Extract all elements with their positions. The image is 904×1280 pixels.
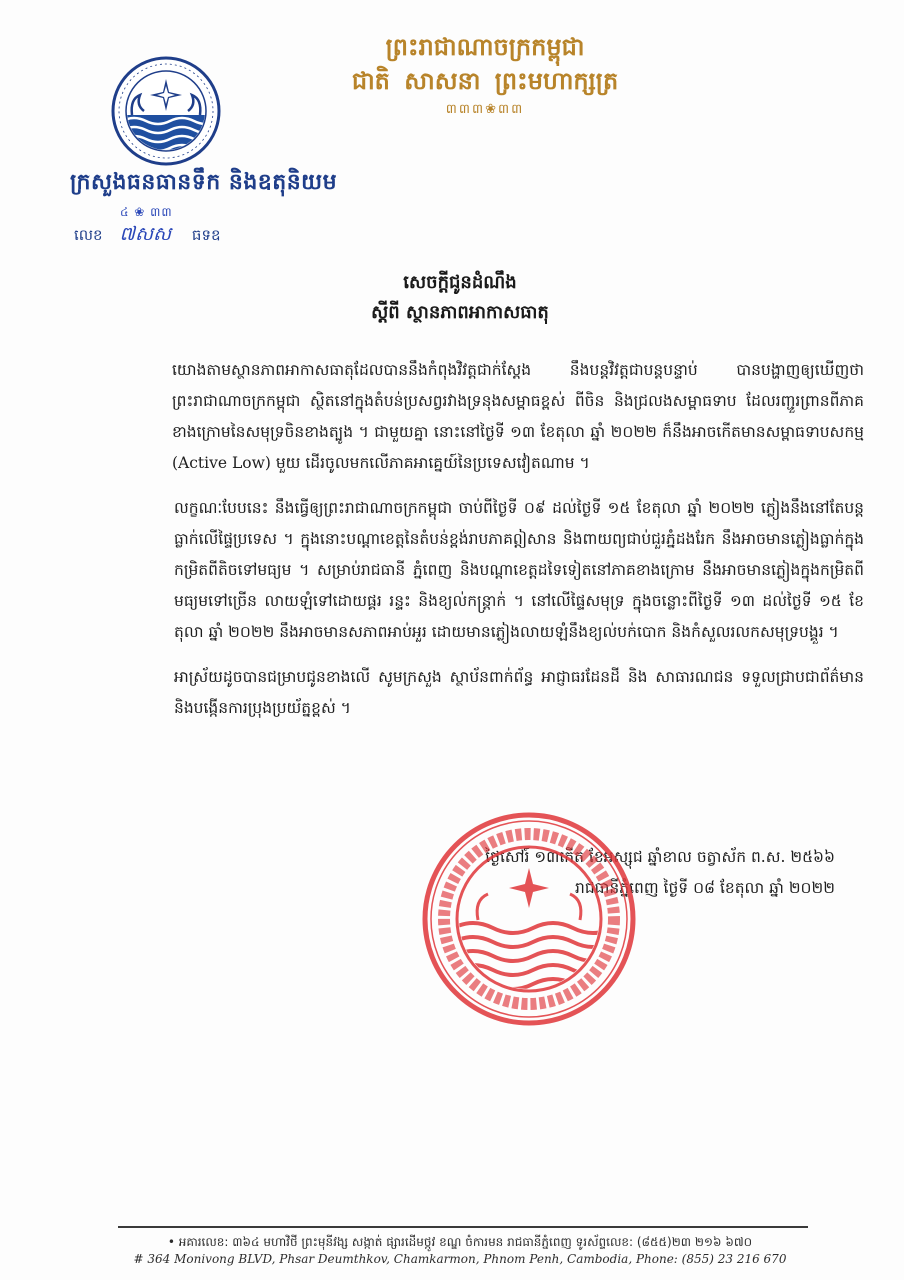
document-title: [300, 268, 620, 328]
reference-number: [74, 222, 221, 250]
paragraph-2: លក្ខណៈបែបនេះ នឹងធ្វើឲ្យព្រះរាជាណាចក្រកម្ពុជា ចាប់ពីថ្ងៃទី ០៩ ដល់ថ្ងៃទី ១៥ ខែតុលា ឆ្នាំ ២០២២ ភ្លៀងនឹងនៅតែបន្តធ្លាក់លើផ្ទៃប្រទេស ។ ក្នុងនោះបណ្តាខេត្តនៃតំបន់ខ្ពង់រាបភាគឦសាន និងពាយព្យជាប់ជួរភ្នំដងរែក នឹងអាចមានភ្លៀងធ្លាក់ក្នុងកម្រិតពីតិចទៅមធ្យម ។ សម្រាប់រាជធានី ភ្នំពេញ និងបណ្តាខេត្តដទៃទៀតនៅភាគខាងក្រោម នឹងអាចមានភ្លៀងក្នុងកម្រិតពីមធ្យមទៅច្រើន លាយឡំទៅដោយផ្គរ រន្ទះ និងខ្យល់កន្ត្រាក់ ។ នៅលើផ្ទៃសមុទ្រ ក្នុងចន្លោះពីថ្ងៃទី ១៣ ដល់ថ្ងៃទី ១៥ ខែតុលា ឆ្នាំ ២០២២ នឹងអាចមានសភាពអាប់អួរ ដោយមានភ្លៀងលាយឡំនឹងខ្យល់បក់បោក និងកំសួលរលកសមុទ្របង្គួរ ។: [174, 499, 864, 641]
official-seal-stamp: [418, 808, 640, 1030]
title-line-2: ស្តីពី ស្ថានភាពអាកាសធាតុ: [371, 302, 549, 323]
ornament-divider: ៣៣៣❀៣៣: [445, 102, 525, 117]
ministry-logo: [110, 55, 222, 167]
body-text: [174, 355, 864, 738]
ref-mark: ៤ ❀ ៣៣: [120, 205, 173, 219]
nation-religion-king-line: ជាតិ សាសនា ព្រះមហាក្សត្រ: [351, 66, 619, 95]
paragraph-1: យោងតាមស្ថានភាពអាកាសធាតុដែលបាននឹងកំពុងវិវត្តជាក់ស្តែង នឹងបន្តវិវត្តជាបន្តបន្ទាប់ បានបង្ហាញឲ្យឃើញថា ព្រះរាជាណាចក្រកម្ពុជា ស្ថិតនៅក្នុងតំបន់ប្រសព្វរវាងទ្រនុងសម្ពាធខ្ពស់ ពីចិន និងជ្រលងសម្ពាធទាប ដែលរញ្ជួរព្រានពីភាគខាងក្រោមនៃសមុទ្រចិនខាងត្បូង ។ ជាមួយគ្នា នោះនៅថ្ងៃទី ១៣ ខែតុលា ឆ្នាំ ២០២២ ក៏នឹងអាចកើតមានសម្ពាធទាបសកម្ម (Active Low) មួយ ដើរចូលមកលើភាគអាគ្នេយ៍នៃប្រទេសវៀតណាម ។: [172, 361, 864, 472]
footer-address-english: # 364 Monivong BLVD, Phsar Deumthkov, Chamkarmon, Phnom Penh, Cambodia, Phone: (855) 23 216 670: [133, 1252, 787, 1266]
title-line-1: សេចក្តីជូនដំណឹង: [403, 272, 517, 293]
kingdom-motto: [340, 30, 630, 122]
ministry-name: ក្រសួងធនធានទឹក និងឧតុនិយម: [70, 169, 338, 195]
footer-address-khmer: • អគារលេខ: ៣៦៤ មហាវិថី ព្រះមុនីវង្ស សង្កាត់ ផ្សារដើមថ្កូវ ខណ្ឌ ចំការមន រាជធានីភ្នំពេញ ទូរស័ព្ទលេខ: (៨៥៥)២៣ ២១៦ ៦៧០: [167, 1235, 753, 1249]
footer-divider: [118, 1226, 808, 1228]
solar-date: រាជធានីភ្នំពេញ ថ្ងៃទី ០៨ ខែតុលា ឆ្នាំ ២០២២: [574, 879, 835, 897]
ref-label: លេខ: [74, 226, 103, 244]
paragraph-3: អាស្រ័យដូចបានជម្រាបជូនខាងលើ សូមក្រសួង ស្ថាប័នពាក់ព័ន្ធ អាជ្ញាធរដែនដី និង សាធារណជន ទទួលជ្រាបជាព័ត៌មាន និងបង្កើនការប្រុងប្រយ័ត្នខ្ពស់ ។: [174, 668, 864, 717]
ref-suffix: ធទឧ: [191, 226, 221, 244]
ref-number: ៧សស: [119, 223, 172, 245]
footer-address: [100, 1234, 820, 1268]
kingdom-line: ព្រះរាជាណាចក្រកម្ពុជា: [385, 32, 585, 61]
lunar-date: ថ្ងៃសៅរ៍ ១៣កើត ខែអស្សុជ ឆ្នាំខាល ចត្វាស័ក ព.ស. ២៥៦៦: [485, 848, 835, 866]
